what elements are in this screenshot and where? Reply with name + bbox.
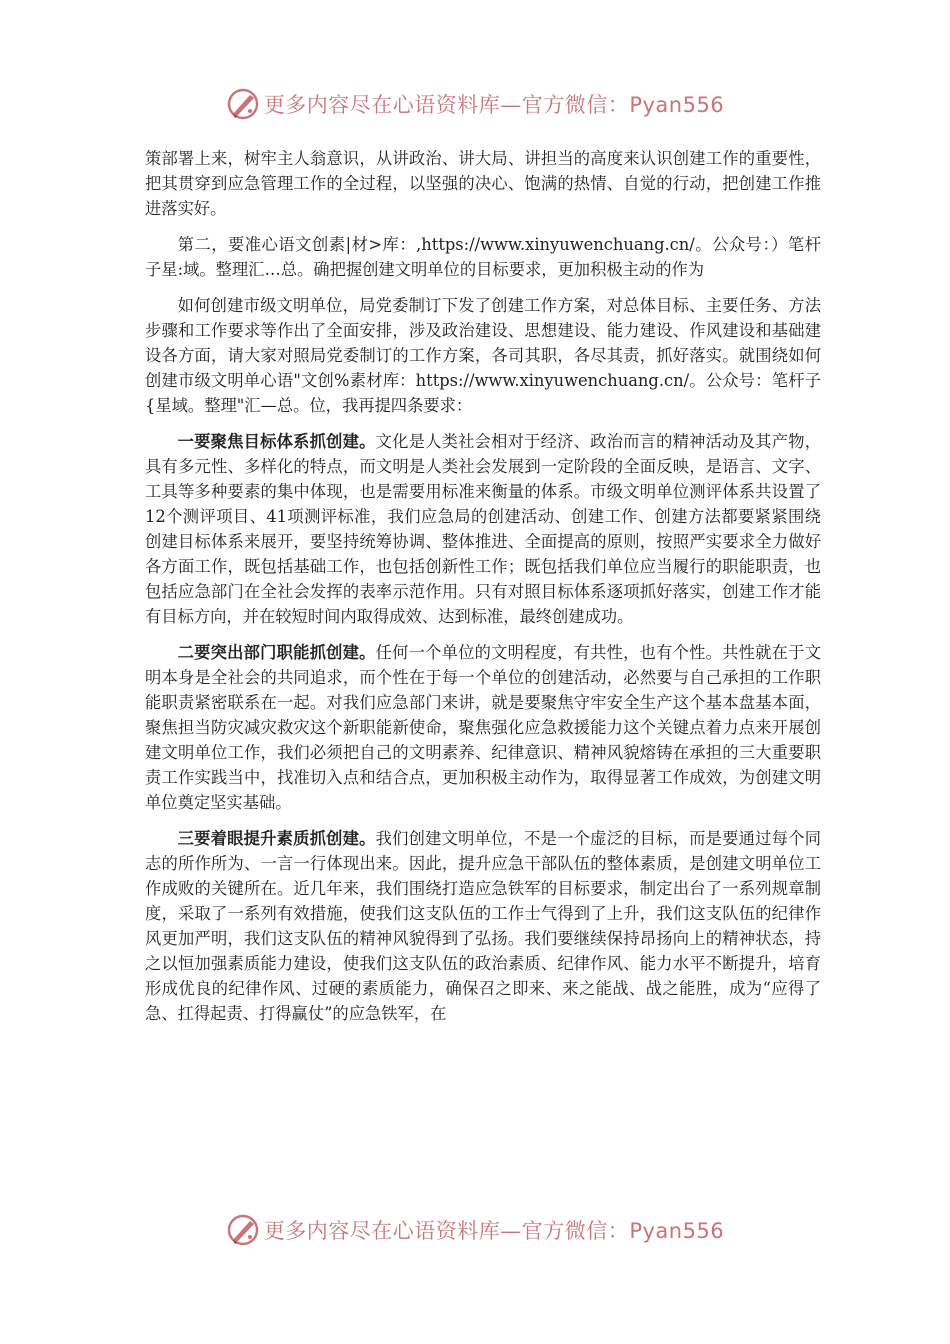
paragraph-text: 我们创建文明单位，不是一个虚泛的目标，而是要通过每个同志的所作所为、一言一行体现出来。因此，提升应急干部队伍的整体素质，是创建文明单位工作成败的关键所在。近几年来，我们围绕打造应急铁军的目标要求，制定出台了一系列规章制度，采取了一系列有效措施，使我们这支队伍的工作士气得到了上升，我们这支队伍的纪律作风更加严明，我们这支队伍的精神风貌得到了弘扬。我们要继续保持昂扬向上的精神状态，持之以恒加强素质能力建设，使我们这支队伍的政治素质、纪律作风、能力水平不断提升，培育形成优良的纪律作风、过硬的素质能力，确保召之即来、来之能战、战之能胜，成为“应得了急、扛得起责、打得赢仗”的应急铁军，在 xyxy=(145,829,821,1023)
paragraph-heading: 二要突出部门职能抓创建。 xyxy=(177,643,376,662)
paragraph-text: 任何一个单位的文明程度，有共性，也有个性。共性就在于文明本身是全社会的共同追求，而个性在于每一个单位的创建活动，必然要与自己承担的工作职能职责紧密联系在一起。对我们应急部门来讲，就是要聚焦守牢安全生产这个基本盘基本面，聚焦担当防灾减灾救灾这个新职能新使命，聚焦强化应急救援能力这个关键点着力点来开展创建文明单位工作，我们必须把自己的文明素养、纪律意识、精神风貌熔铸在承担的三大重要职责工作实践当中，找准切入点和结合点，更加积极主动作为，取得显著工作成效，为创建文明单位奠定坚实基础。 xyxy=(145,643,821,812)
paragraph-text: 如何创建市级文明单位，局党委制订下发了创建工作方案，对总体目标、主要任务、方法步骤和工作要求等作出了全面安排，涉及政治建设、思想建设、能力建设、作风建设和基础建设各方面，请大家对照局党委制订的工作方案，各司其职，各尽其责，抓好落实。就围绕如何创建市级文明单心语"文创%素材库：https://www.xinyuwenchuang.cn/。公众号：笔杆子{星域。整理"汇—总。位，我再提四条要求： xyxy=(145,296,821,415)
paragraph-heading: 三要着眼提升素质抓创建。 xyxy=(177,829,376,848)
pen-logo-icon xyxy=(226,1213,260,1247)
banner-wechat-id: Pyan556 xyxy=(629,93,725,117)
paragraph-2 xyxy=(145,232,821,282)
paragraph-text: 策部署上来，树牢主人翁意识，从讲政治、讲大局、讲担当的高度来认识创建工作的重要性，把其贯穿到应急管理工作的全过程，以坚强的决心、饱满的热情、自觉的行动，把创建工作推进落实好。 xyxy=(145,149,821,218)
banner-text xyxy=(264,89,724,119)
pen-logo-icon xyxy=(226,87,260,121)
banner-text-cn: 更多内容尽在心语资料库—官方微信： xyxy=(263,1219,630,1243)
paragraph-text: 文化是人类社会相对于经济、政治而言的精神活动及其产物，具有多元性、多样化的特点，而文明是人类社会发展到一定阶段的全面反映，是语言、文字、工具等多种要素的集中体现，也是需要用标准来衡量的体系。市级文明单位测评体系共设置了12个测评项目、41项测评标准，我们应急局的创建活动、创建工作、创建方法都要紧紧围绕创建目标体系来展开，要坚持统筹协调、整体推进、全面提高的原则，按照严实要求全力做好各方面工作，既包括基础工作，也包括创新性工作；既包括我们单位应当履行的职能职责，也包括应急部门在全社会发挥的表率示范作用。只有对照目标体系逐项抓好落实，创建工作才能有目标方向，并在较短时间内取得成效、达到标准，最终创建成功。 xyxy=(145,432,821,626)
footer-watermark-banner xyxy=(0,1208,950,1252)
banner-wechat-id: Pyan556 xyxy=(629,1219,725,1243)
banner-text xyxy=(264,1215,724,1245)
banner-text-cn: 更多内容尽在心语资料库—官方微信： xyxy=(263,93,630,117)
paragraph-1 xyxy=(145,146,821,221)
document-body xyxy=(145,146,821,1037)
paragraph-3 xyxy=(145,293,821,418)
paragraph-6 xyxy=(145,826,821,1026)
paragraph-heading: 一要聚焦目标体系抓创建。 xyxy=(177,432,376,451)
paragraph-text: 第二，要准心语文创素|材>库：,https://www.xinyuwenchuang.cn/。公众号：）笔杆子星:域。整理汇…总。确把握创建文明单位的目标要求，更加积极主动的作为 xyxy=(145,235,821,279)
header-watermark-banner xyxy=(0,82,950,126)
paragraph-5 xyxy=(145,640,821,815)
paragraph-4 xyxy=(145,429,821,629)
